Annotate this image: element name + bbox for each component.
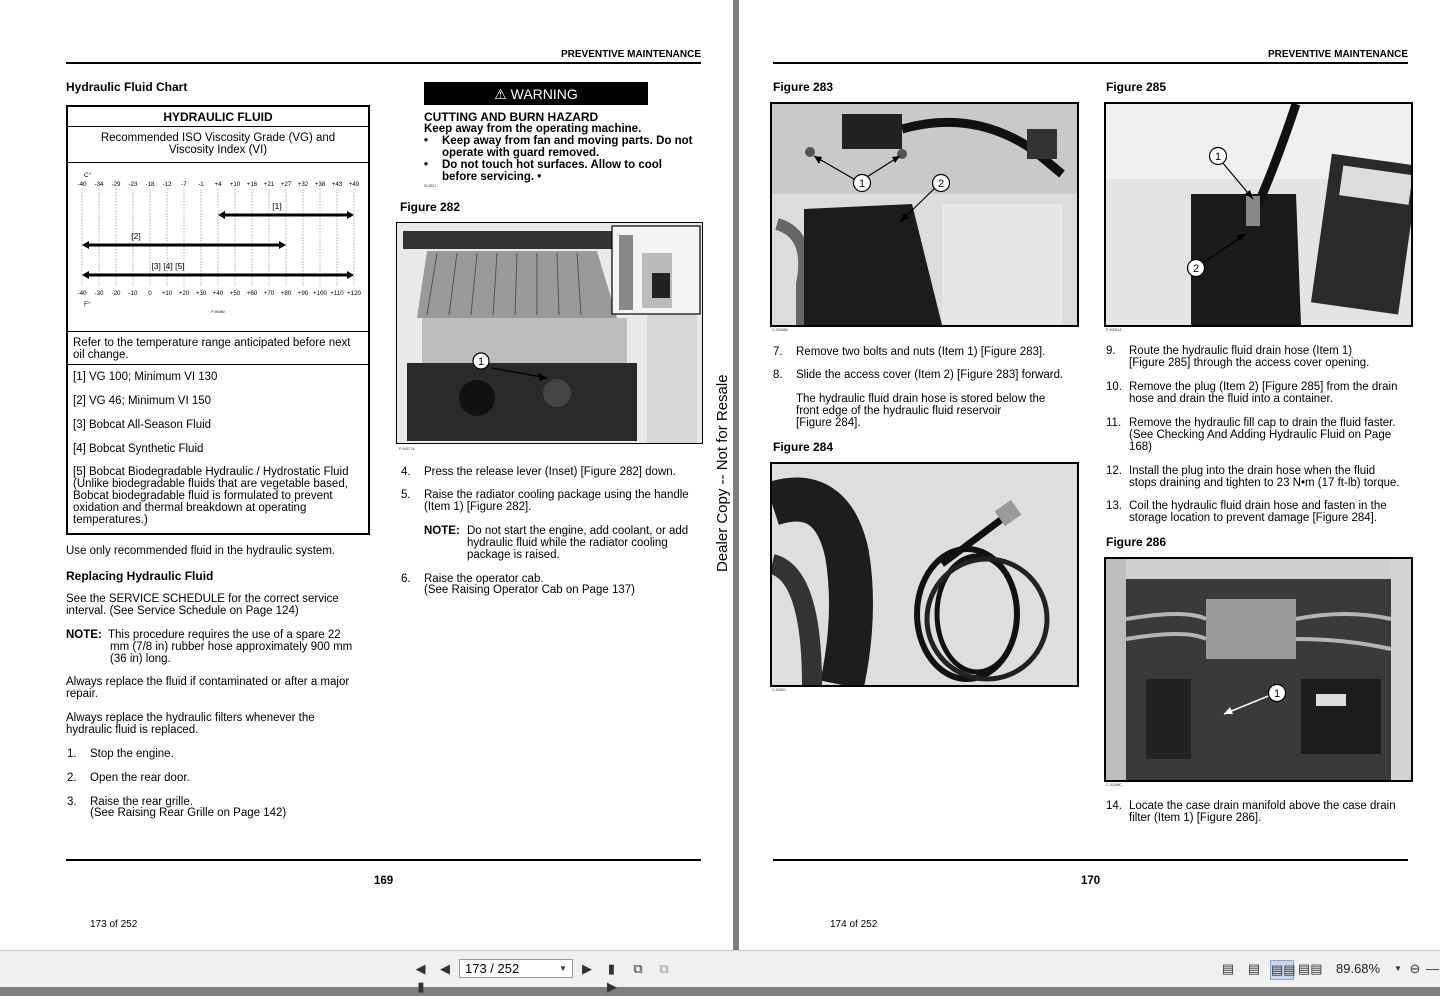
table-subtitle-2: Viscosity Index (VI) <box>168 144 268 156</box>
warning-line: Keep away from the operating machine. <box>424 123 642 135</box>
zoom-out-icon[interactable]: ⊖ <box>1409 961 1421 976</box>
celsius-tick-label: +49 <box>348 181 360 188</box>
celsius-tick-label: +10 <box>229 181 241 188</box>
step-number: 3. <box>67 796 77 808</box>
fluid-item-5-note-2: Bobcat biodegradable fluid is formulated to prevent <box>73 490 333 502</box>
footer-rule <box>66 859 701 861</box>
step-number: 5. <box>401 489 411 501</box>
fluid-item-4: [4] Bobcat Synthetic Fluid <box>73 443 204 455</box>
step-text-2: storage location to prevent damage [Figure 284]. <box>1129 512 1378 524</box>
refer-line-1: Refer to the temperature range anticipated before next <box>73 337 351 349</box>
warning-bullet-2a: Do not touch hot surfaces. Allow to cool <box>442 159 662 171</box>
step-number: 2. <box>67 772 77 784</box>
step-number: 1. <box>67 748 77 760</box>
celsius-tick-label: -40 <box>77 181 87 188</box>
fahrenheit-tick-label: +90 <box>297 290 309 297</box>
fahrenheit-tick-label: -30 <box>94 290 104 297</box>
refer-line-2: oil change. <box>73 349 129 361</box>
step-text: Coil the hydraulic fluid drain hose and fasten in the <box>1129 500 1387 512</box>
continuous-view-icon[interactable]: ▤ <box>1247 961 1261 976</box>
fahrenheit-unit-label: F° <box>84 301 91 308</box>
fahrenheit-tick-label: +120 <box>347 290 361 297</box>
page-header: PREVENTIVE MAINTENANCE <box>560 49 701 60</box>
figure-282-image <box>396 222 703 444</box>
figure-283-tag: C-20498A <box>772 328 788 332</box>
step-text: Remove two bolts and nuts (Item 1) [Figure 283]. <box>796 346 1046 358</box>
step-text-2: (See Raising Operator Cab on Page 137) <box>424 584 635 596</box>
figure-283-callout-1: 1 <box>858 178 866 190</box>
always-2a: Always replace the hydraulic filters whenever the <box>66 712 315 724</box>
fluid-item-5-note-1: (Unlike biodegradable fluids that are vegetable based, <box>73 478 348 490</box>
figure-285-callout-1: 1 <box>1214 151 1222 163</box>
fahrenheit-tick-label: +40 <box>212 290 224 297</box>
note2-line-1: Do not start the engine, add coolant, or add <box>467 525 689 537</box>
hose-para-1: The hydraulic fluid drain hose is stored below the <box>796 393 1046 405</box>
always-1b: repair. <box>66 688 98 700</box>
zoom-dropdown-chevron-icon[interactable]: ▼ <box>1394 964 1402 973</box>
warning-bullet-1b: operate with guard removed. <box>442 147 600 159</box>
figure-284-image <box>770 462 1079 687</box>
fahrenheit-tick-label: +110 <box>330 290 344 297</box>
note2-line-3: package is raised. <box>467 549 560 561</box>
celsius-tick-label: +32 <box>297 181 309 188</box>
warning-title: CUTTING AND BURN HAZARD <box>424 110 599 124</box>
figure-286-image <box>1104 557 1413 782</box>
celsius-tick-label: +27 <box>280 181 292 188</box>
fahrenheit-tick-label: 0 <box>148 290 152 297</box>
fahrenheit-tick-label: +80 <box>280 290 292 297</box>
document-page-left <box>0 0 733 950</box>
range-arrow-right <box>347 211 354 219</box>
step-number: 7. <box>773 346 783 358</box>
note-label: NOTE: <box>66 629 102 641</box>
step-number: 10. <box>1106 381 1122 393</box>
previous-page-icon[interactable]: ◀ <box>440 961 450 976</box>
figure-285-tag: P-90051A <box>1106 328 1122 332</box>
see-schedule-2: interval. (See Service Schedule on Page 124) <box>66 605 299 617</box>
table-subtitle-1: Recommended ISO Viscosity Grade (VG) and <box>100 132 336 144</box>
warning-label: WARNING <box>510 86 578 102</box>
hydraulic-fluid-table <box>66 105 370 535</box>
always-2b: hydraulic fluid is replaced. <box>66 724 199 736</box>
bullet-icon: • <box>424 159 429 171</box>
fluid-item-5-note-4: temperatures.) <box>73 514 148 526</box>
bullet-icon: • <box>424 135 429 147</box>
step-text: Install the plug into the drain hose when the fluid <box>1129 465 1376 477</box>
celsius-tick-label: -23 <box>128 181 138 188</box>
step-text: Locate the case drain manifold above the case drain <box>1129 800 1396 812</box>
warning-triangle-icon: ⚠ <box>494 86 507 102</box>
celsius-tick-label: -7 <box>181 181 187 188</box>
warning-bullet-2b: before servicing. • <box>442 171 542 183</box>
step-number: 11. <box>1106 417 1122 429</box>
figure-282-callout-1: 1 <box>477 356 485 368</box>
step-number: 12. <box>1106 465 1122 477</box>
celsius-tick-label: +4 <box>214 181 222 188</box>
zoom-slider-icon[interactable]: — <box>1426 961 1439 976</box>
note-line-2: mm (7/8 in) rubber hose approximately 900 mm <box>110 641 353 653</box>
figure-286-tag: C-20298C <box>1106 783 1122 787</box>
table-title-row <box>68 107 368 127</box>
fahrenheit-tick-label: +60 <box>246 290 258 297</box>
step-text: Remove the hydraulic fill cap to drain the fluid faster. <box>1129 417 1396 429</box>
celsius-tick-label: -29 <box>111 181 121 188</box>
fluid-item-3: [3] Bobcat All-Season Fluid <box>73 419 212 431</box>
warning-tag: W-2821 <box>424 184 437 188</box>
step-text-2: [Figure 285] through the access cover opening. <box>1129 357 1370 369</box>
single-page-view-icon[interactable]: ▤ <box>1221 961 1235 976</box>
header-rule <box>66 62 701 64</box>
figure-284-tag: C-20500 <box>772 688 786 692</box>
page-header: PREVENTIVE MAINTENANCE <box>1267 49 1408 60</box>
warning-bullet-1a: Keep away from fan and moving parts. Do not <box>442 135 693 147</box>
two-page-view-icon[interactable]: ▤▤ <box>1270 960 1294 980</box>
fahrenheit-tick-label: +50 <box>229 290 241 297</box>
next-view-icon[interactable]: ⧉ <box>659 961 669 976</box>
figure-285-title: Figure 285 <box>1106 80 1167 94</box>
use-only-text: Use only recommended fluid in the hydraulic system. <box>66 545 336 557</box>
fahrenheit-tick-label: -10 <box>128 290 138 297</box>
fluid-item-2: [2] VG 46; Minimum VI 150 <box>73 395 212 407</box>
step-number: 13. <box>1106 500 1122 512</box>
step-number: 8. <box>773 369 783 381</box>
figure-284-title: Figure 284 <box>773 440 834 454</box>
step-text: Raise the radiator cooling package using the handle <box>424 489 689 501</box>
viewer-toolbar <box>0 950 1440 994</box>
celsius-unit-label: C° <box>84 172 92 179</box>
step-number: 6. <box>401 573 411 585</box>
previous-view-icon[interactable]: ⧉ <box>633 961 643 976</box>
step-text-2: stops draining and tighten to 23 N•m (17 ft-lb) torque. <box>1129 477 1400 489</box>
step-text: Route the hydraulic fluid drain hose (Item 1) <box>1129 345 1353 357</box>
step-number: 9. <box>1106 345 1116 357</box>
warning-banner <box>424 82 648 105</box>
figure-283-image <box>770 102 1079 327</box>
step-text: Remove the plug (Item 2) [Figure 285] from the drain <box>1129 381 1398 393</box>
step-text-2: (See Raising Rear Grille on Page 142) <box>90 807 287 819</box>
page-number: 170 <box>1081 875 1101 887</box>
step-text: Raise the rear grille. <box>90 796 193 808</box>
fahrenheit-tick-label: -20 <box>111 290 121 297</box>
series-label: [1] <box>272 201 282 211</box>
page-count: 174 of 252 <box>830 919 878 930</box>
hose-para-3: [Figure 284]. <box>796 417 861 429</box>
next-page-icon[interactable]: ▶ <box>582 961 592 976</box>
figure-286-callout-1: 1 <box>1273 688 1281 700</box>
series-label: [3] [4] [5] <box>151 261 185 271</box>
fahrenheit-tick-label: +100 <box>313 290 327 297</box>
step-text-3: 168) <box>1129 441 1153 453</box>
page-number: 169 <box>374 875 394 887</box>
step-text: Stop the engine. <box>90 748 174 760</box>
fahrenheit-tick-label: +70 <box>263 290 275 297</box>
celsius-tick-label: +16 <box>246 181 258 188</box>
watermark-text: Dealer Copy -- Not for Resale <box>714 374 731 572</box>
figure-286-title: Figure 286 <box>1106 535 1167 549</box>
step-text: Press the release lever (Inset) [Figure 282] down. <box>424 466 676 478</box>
range-arrow-right <box>347 271 354 279</box>
fluid-item-5: [5] Bobcat Biodegradable Hydraulic / Hydrostatic Fluid <box>73 466 349 478</box>
footer-rule <box>773 859 1408 861</box>
celsius-tick-label: +21 <box>263 181 275 188</box>
temperature-range-chart <box>68 163 368 331</box>
table-title: HYDRAULIC FLUID <box>163 110 273 124</box>
two-page-continuous-view-icon[interactable]: ▤▤ <box>1298 961 1323 976</box>
temperature-chart-row <box>68 163 368 332</box>
step-text: Slide the access cover (Item 2) [Figure 283] forward. <box>796 369 1064 381</box>
range-arrow-right <box>279 241 286 249</box>
note-line-1: This procedure requires the use of a spare 22 <box>108 629 341 641</box>
replacing-title: Replacing Hydraulic Fluid <box>66 569 214 583</box>
figure-282-tag: P-90077A <box>399 447 415 451</box>
document-page-right <box>739 0 1440 950</box>
step-text-2: (See Checking And Adding Hydraulic Fluid on Page <box>1129 429 1392 441</box>
figure-283-title: Figure 283 <box>773 80 834 94</box>
range-arrow-left <box>82 271 89 279</box>
refer-row <box>68 332 368 365</box>
section-title: Hydraulic Fluid Chart <box>66 80 188 94</box>
celsius-tick-label: +43 <box>331 181 343 188</box>
zoom-level[interactable]: 89.68% <box>1336 961 1381 976</box>
page-dropdown-chevron-icon[interactable]: ▼ <box>559 964 567 973</box>
hose-para-2: front edge of the hydraulic fluid reservoir <box>796 405 1002 417</box>
table-subtitle-row <box>68 127 368 163</box>
step-number: 4. <box>401 466 411 478</box>
last-page-icon[interactable]: ▮ ▶ <box>607 961 617 994</box>
figure-285-callout-2: 2 <box>1192 263 1200 275</box>
celsius-tick-label: -18 <box>145 181 155 188</box>
figure-282-title: Figure 282 <box>400 200 461 214</box>
step-number: 14. <box>1106 800 1122 812</box>
step-text-2: hose and drain the fluid into a container. <box>1129 393 1333 405</box>
range-arrow-left <box>218 211 225 219</box>
step-text-2: (Item 1) [Figure 282]. <box>424 501 532 513</box>
step-text: Open the rear door. <box>90 772 190 784</box>
celsius-tick-label: -1 <box>198 181 204 188</box>
note2-label: NOTE: <box>424 525 460 537</box>
celsius-tick-label: -34 <box>94 181 104 188</box>
celsius-tick-label: -12 <box>162 181 172 188</box>
see-schedule-1: See the SERVICE SCHEDULE for the correct service <box>66 593 339 605</box>
series-label: [2] <box>131 231 141 241</box>
celsius-tick-label: +38 <box>314 181 326 188</box>
header-rule <box>773 62 1408 64</box>
note2-line-2: hydraulic fluid while the radiator cooling <box>467 537 668 549</box>
page-count: 173 of 252 <box>90 919 138 930</box>
fahrenheit-tick-label: +30 <box>195 290 207 297</box>
step-text: Raise the operator cab. <box>424 573 544 585</box>
chart-figure-tag: P-90060 <box>211 310 225 314</box>
fahrenheit-tick-label: +20 <box>178 290 190 297</box>
fahrenheit-tick-label: +10 <box>161 290 173 297</box>
figure-283-callout-2: 2 <box>937 178 945 190</box>
figure-285-image <box>1104 102 1413 327</box>
always-1a: Always replace the fluid if contaminated or after a major <box>66 676 350 688</box>
fahrenheit-tick-label: -40 <box>77 290 87 297</box>
range-arrow-left <box>82 241 89 249</box>
fluid-list <box>68 365 368 533</box>
note-line-3: (36 in) long. <box>110 653 171 665</box>
first-page-icon[interactable]: ◀ ▮ <box>415 961 427 994</box>
fluid-item-5-note-3: oxidation and thermal breakdown at operating <box>73 502 307 514</box>
fluid-item-1: [1] VG 100; Minimum VI 130 <box>73 371 218 383</box>
step-text-2: filter (Item 1) [Figure 286]. <box>1129 812 1262 824</box>
